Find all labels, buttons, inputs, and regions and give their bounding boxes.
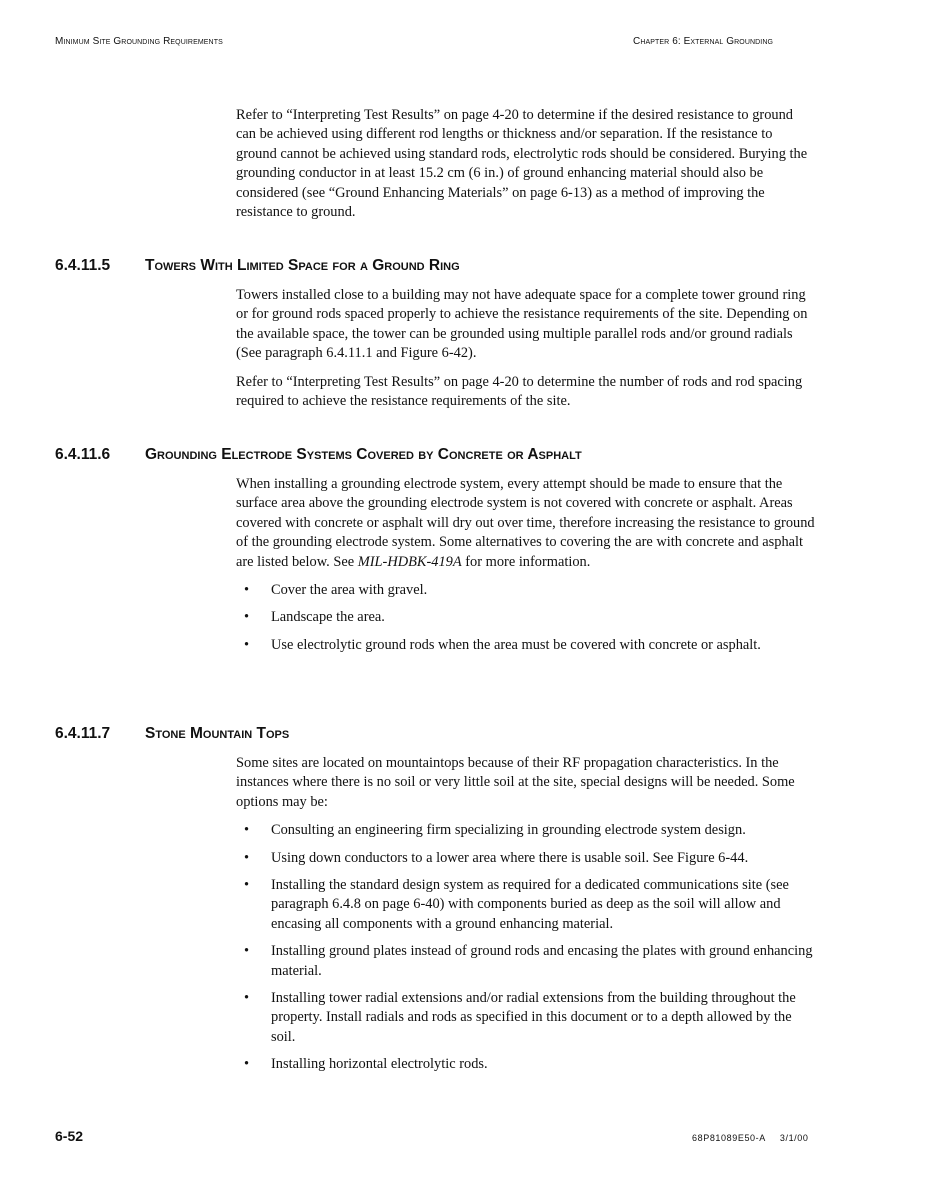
section-body-6-4-11-5 xyxy=(236,286,816,411)
paragraph xyxy=(236,475,816,572)
list-item xyxy=(236,1055,816,1074)
reference-document: MIL-HDBK-419A xyxy=(357,553,462,570)
bullet-icon: • xyxy=(244,582,250,599)
document-date: 3/1/00 xyxy=(779,1133,809,1143)
section-number: 6.4.11.7 xyxy=(55,725,111,742)
bullet-icon: • xyxy=(244,636,250,653)
section-title: Towers With Limited Space for a Ground Ring xyxy=(145,257,460,274)
intro-paragraph xyxy=(236,106,816,222)
list-item-text: Use electrolytic ground rods when the area must be covered with concrete or asphalt. xyxy=(271,636,761,653)
bullet-list xyxy=(236,821,816,1074)
paragraph: Some sites are located on mountaintops because of their RF propagation characteristics. In the instances where there is no soil or very little soil at the site, special designs will be needed. Some options may be: xyxy=(236,755,795,810)
section-body-6-4-11-6 xyxy=(236,475,816,655)
paragraph: Refer to “Interpreting Test Results” on page 4-20 to determine the number of rods and rod spacing required to achieve the resistance requirements of the site. xyxy=(236,373,803,410)
section-title: Stone Mountain Tops xyxy=(145,725,290,742)
bullet-icon: • xyxy=(244,609,250,626)
list-item xyxy=(236,849,816,868)
list-item xyxy=(236,821,816,840)
paragraph-text: When installing a grounding electrode system, every attempt should be made to ensure that the surface area above the grounding electrode system is not covered with concrete or asphalt. Areas covered with concrete or asphalt will dry out over time, therefore increasing the resistance to ground of the grounding electrode system. Some alternatives to covering the are with concrete and asphalt are listed below. See xyxy=(236,476,815,570)
bullet-icon: • xyxy=(244,990,250,1007)
section-number: 6.4.11.5 xyxy=(55,257,111,274)
running-header-left: Minimum Site Grounding Requirements xyxy=(55,36,223,47)
page-number: 6-52 xyxy=(55,1128,84,1144)
list-item-text: Installing the standard design system as required for a dedicated communications site (see paragraph 6.4.8 on page 6-40) with components buried as deep as the soil will allow and encasing all components with a ground enhancing material. xyxy=(271,877,789,932)
list-item-text: Installing ground plates instead of ground rods and encasing the plates with ground enhancing material. xyxy=(271,943,813,979)
paragraph: Towers installed close to a building may not have adequate space for a complete tower ground ring or for ground rods spaced properly to achieve the resistance requirements of the site. Depending on the available space, the tower can be grounded using multiple parallel rods and/or ground radials (See paragraph 6.4.11.1 and Figure 6-42). xyxy=(236,287,808,362)
bullet-icon: • xyxy=(244,849,250,866)
list-item-text: Using down conductors to a lower area where there is usable soil. See Figure 6-44. xyxy=(271,849,749,866)
list-item-text: Installing tower radial extensions and/or radial extensions from the building throughout the property. Install radials and rods as specified in this document or to a depth allowed by the soil. xyxy=(271,990,796,1045)
running-header-right: Chapter 6: External Grounding xyxy=(633,36,774,47)
footer-document-info xyxy=(692,1133,808,1143)
section-number: 6.4.11.6 xyxy=(55,446,111,463)
list-item xyxy=(236,608,816,627)
paragraph-text-tail: for more information. xyxy=(461,553,591,570)
section-body-6-4-11-7 xyxy=(236,754,816,1075)
section-title: Grounding Electrode Systems Covered by Concrete or Asphalt xyxy=(145,446,582,463)
list-item xyxy=(236,876,816,934)
list-item xyxy=(236,942,816,981)
list-item-text: Cover the area with gravel. xyxy=(271,582,428,599)
list-item xyxy=(236,989,816,1047)
bullet-icon: • xyxy=(244,877,250,894)
list-item-text: Consulting an engineering firm specializing in grounding electrode system design. xyxy=(271,822,746,839)
bullet-list xyxy=(236,581,816,655)
bullet-icon: • xyxy=(244,1056,250,1073)
bullet-icon: • xyxy=(244,943,250,960)
bullet-icon: • xyxy=(244,822,250,839)
document-number: 68P81089E50-A xyxy=(692,1133,766,1143)
list-item xyxy=(236,636,816,655)
list-item xyxy=(236,581,816,600)
intro-text: Refer to “Interpreting Test Results” on page 4-20 to determine if the desired resistance to ground can be achieved using different rod lengths or thickness and/or separation. If the resistance to ground cannot be achieved using standard rods, electrolytic rods should be considered. Burying the grounding conductor in at least 15.2 cm (6 in.) of ground enhancing material should also be considered (see “Ground Enhancing Materials” on page 6-13) as a method of improving the resistance to ground. xyxy=(236,107,808,221)
list-item-text: Landscape the area. xyxy=(271,609,385,626)
list-item-text: Installing horizontal electrolytic rods. xyxy=(271,1056,488,1073)
